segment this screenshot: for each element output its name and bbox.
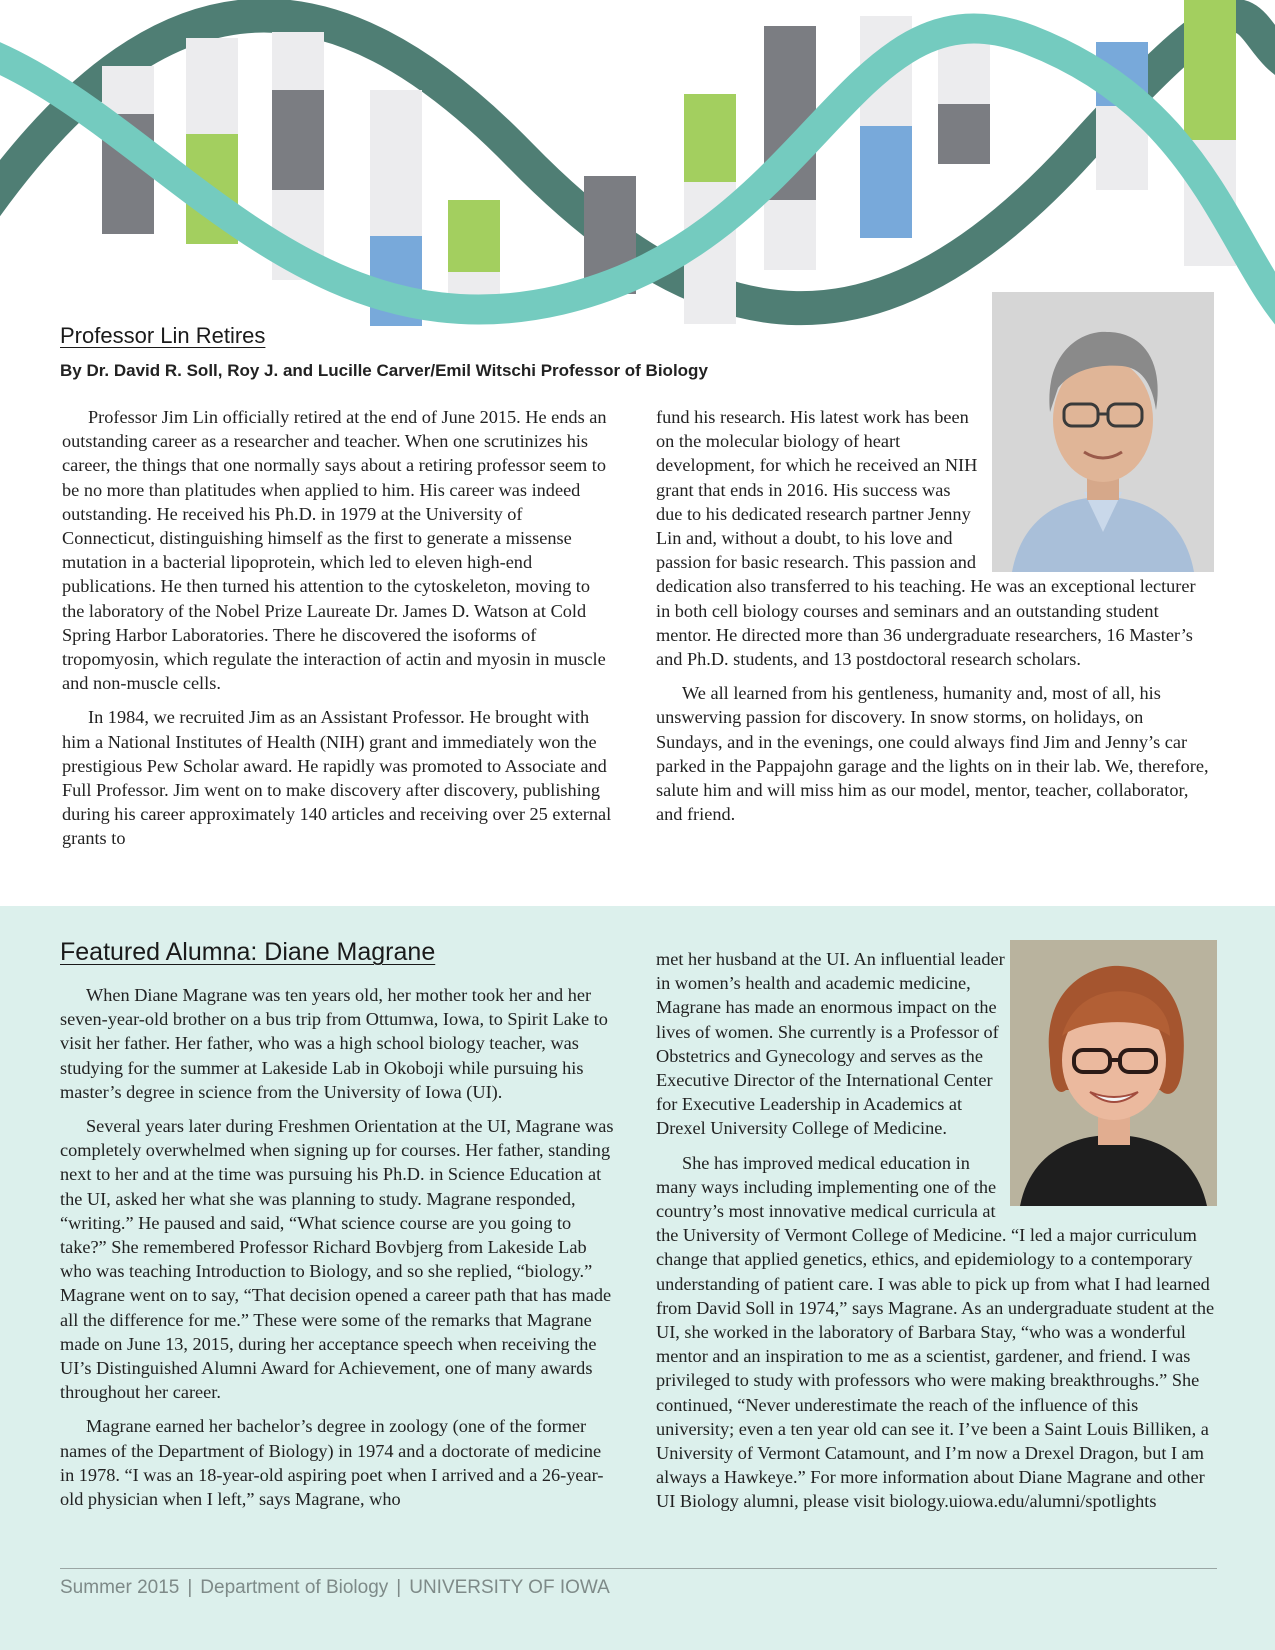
paragraph: Several years later during Freshmen Orientation at the UI, Magrane was completely overwhelmed when signing up for courses. Her father, standing next to her and at the time was pursuing his Ph.D. in Science Education at the UI, asked her what she was planning to study. Magrane responded, “writing.” He paused and said, “What science course are you going to take?” She remembered Professor Richard Bovbjerg from Lakeside Lab who was teaching Introduction to Biology, and so she replied, “biology.” Magrane went on to say, “That decision opened a career path that has made all the difference for me.” These were some of the remarks that Magrane made on June 13, 2015, during her acceptance speech when receiving the UI’s Distinguished Alumni Award for Achievement, one of many awards throughout her career. [60,1116,614,1403]
portrait-icon [1010,940,1217,1206]
portrait-icon [992,292,1214,572]
paragraph: Magrane earned her bachelor’s degree in zoology (one of the former names of the Department of Biology) in 1974 and a doctorate of medicine in 1978. “I was an 18-year-old aspiring poet when I arrived and a 26-year-old physician when I left,” says Magrane, who [60,1416,604,1510]
footer-department: Department of Biology [200,1577,389,1598]
paragraph: fund his research. His latest work has been on the molecular biology of heart development, for which he received an NIH grant that ends in 2016. His success was due to his dedicated research partner Jenny Lin and, without a doubt, to his love and passion for basic research. This passion and dedication also transferred to his teaching. He was an exceptional lecturer in both cell biology courses and seminars and an outstanding student mentor. He directed more than 36 undergraduate researchers, 16 Master’s and Ph.D. students, and 13 postdoctoral research scholars. [656,407,1196,670]
portrait-photo-diane-magrane [1010,940,1217,1206]
footer-separator: | [187,1577,193,1598]
paragraph: She has improved medical education in many ways including implementing one of the country’s most innovative medical curricula at the University of Vermont College of Medicine. “I led a major curriculum change that applied genetics, ethics, and epidemiology to a contemporary understanding of patient care. I was able to pick up from what I had learned from David Soll in 1974,” says Magrane. As an undergraduate student at the UI, she worked in the laboratory of Barbara Stay, “who was a wonderful mentor and an inspiration to me as a scientist, gardener, and friend. I was privileged to study with professors who were making breakthroughs.” She continued, “Never underestimate the reach of the influence of this university; even a ten year old can see it. I’ve been a Saint Louis Billiken, a University of Vermont Catamount, and I’m now a Drexel Dragon, but I am always a Hawkeye.” For more information about Diane Magrane and other UI Biology alumni, please visit biology.uiowa.edu/alumni/spotlights [656,1152,1215,1512]
paragraph: met her husband at the UI. An influential leader in women’s health and academic medicine, Magrane has made an enormous impact on the lives of women. She currently is a Professor of Obstetrics and Gynecology and serves as the Executive Director of the International Center for Executive Leadership in Academics at Drexel University College of Medicine. [656,949,1005,1139]
footer-separator: | [396,1577,402,1598]
paragraph: We all learned from his gentleness, humanity and, most of all, his unswerving passion for discovery. In snow storms, on holidays, on Sundays, and in the evenings, one could always find Jim and Jenny’s car parked in the Pappajohn garage and the lights on in their lab. We, therefore, salute him and will miss him as our model, mentor, teacher, collaborator, and friend. [656,683,1209,825]
footer-divider [60,1568,1217,1569]
paragraph: Professor Jim Lin officially retired at the end of June 2015. He ends an outstanding career as a researcher and teacher. When one scrutinizes his career, the things that one normally says about a retiring professor seem to be no more than platitudes when applied to him. His career was indeed outstanding. He received his Ph.D. in 1979 at the University of Connecticut, distinguishing himself as the first to generate a missense mutation in a bacterial lipoprotein, which led to eleven high-end publications. He then turned his attention to the cytoskeleton, moving to the laboratory of the Nobel Prize Laureate Dr. James D. Watson at Cold Spring Harbor Laboratories. There he discovered the isoforms of tropomyosin, which regulate the interaction of actin and myosin in muscle and non-muscle cells. [62,407,607,694]
article1-left-column [62,405,612,861]
article-title: Featured Alumna: Diane Magrane [60,938,436,966]
paragraph: In 1984, we recruited Jim as an Assistant Professor. He brought with him a National Institutes of Health (NIH) grant and immediately won the prestigious Pew Scholar award. He rapidly was promoted to Associate and Full Professor. Jim went on to make discovery after discovery, publishing during his career approximately 140 articles and receiving over 25 external grants to [62,707,612,849]
article-title: Professor Lin Retires [60,323,266,348]
footer-season: Summer 2015 [60,1577,180,1598]
article-byline: By Dr. David R. Soll, Roy J. and Lucille Carver/Emil Witschi Professor of Biology [60,361,708,380]
page-footer [60,1577,610,1599]
footer-university: UNIVERSITY OF IOWA [409,1577,610,1598]
portrait-photo-jim-lin [992,292,1214,572]
paragraph: When Diane Magrane was ten years old, her mother took her and her seven-year-old brother on a bus trip from Ottumwa, Iowa, to Spirit Lake to visit her father. Her father, who was a high school biology teacher, was studying for the summer at Lakeside Lab in Okoboji while pursuing his master’s degree in science from the University of Iowa (UI). [60,985,608,1102]
article2-left-column [60,983,616,1521]
